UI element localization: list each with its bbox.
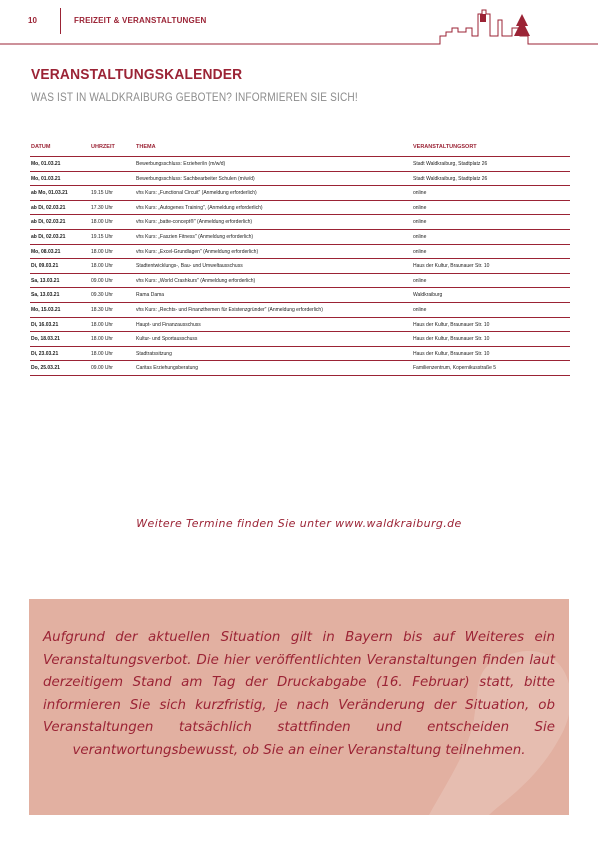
- row-place: online: [413, 219, 427, 226]
- row-date: Mo, 01.03.21: [31, 161, 61, 167]
- row-time: 18.00 Uhr: [91, 248, 113, 255]
- row-place: online: [413, 306, 427, 313]
- notice-box: [29, 599, 569, 815]
- row-date: Mo, 01.03.21: [31, 175, 61, 182]
- row-date: Do, 18.03.21: [31, 336, 60, 343]
- row-topic: vhs Kurs: „Excel-Grundlagen" (Anmeldung erforderlich): [136, 248, 259, 255]
- row-place: Haus der Kultur, Braunauer Str. 10: [413, 336, 490, 343]
- row-time: 18.00 Uhr: [91, 219, 113, 226]
- row-place: Familienzentrum, Kopernikusstraße 5: [413, 365, 497, 372]
- table-header: [30, 142, 570, 157]
- row-place: Stadt Waldkraiburg, Stadtplatz 26: [413, 175, 488, 182]
- page-title: VERANSTALTUNGSKALENDER: [31, 66, 243, 83]
- row-time: 09.00 Uhr: [91, 365, 113, 372]
- row-date: Mo, 08.03.21: [31, 248, 61, 255]
- row-place: online: [413, 277, 427, 284]
- row-topic: Bewerbungsschluss: Sachbearbeiter Schulen (m/w/d): [136, 175, 255, 182]
- column-header-topic: THEMA: [136, 144, 156, 150]
- column-header-place: VERANSTALTUNGSORT: [413, 144, 477, 150]
- table-row: [30, 157, 570, 172]
- row-topic: vhs Kurs: „World Crashkurs" (Anmeldung erforderlich): [136, 277, 256, 284]
- page-header: [0, 0, 598, 48]
- page-number: 10: [28, 16, 37, 25]
- table-row: [30, 274, 570, 289]
- row-date: Di, 16.03.21: [31, 321, 59, 328]
- row-place: Stadt Waldkraiburg, Stadtplatz 26: [413, 161, 488, 167]
- row-topic: Rama Dama: [136, 292, 165, 299]
- row-time: 17.30 Uhr: [91, 204, 113, 211]
- table-row: [30, 172, 570, 187]
- row-date: Di, 23.03.21: [31, 350, 59, 357]
- table-row: [30, 361, 570, 376]
- row-place: online: [413, 204, 427, 211]
- row-date: Di, 09.03.21: [31, 263, 59, 270]
- row-topic: Kultur- und Sportausschuss: [136, 336, 198, 343]
- event-calendar-table: [30, 142, 570, 376]
- row-date: ab Di, 02.03.21: [31, 204, 66, 211]
- table-row: [30, 230, 570, 245]
- table-row: [30, 318, 570, 333]
- section-label: FREIZEIT & VERANSTALTUNGEN: [74, 16, 207, 25]
- row-date: Mo, 15.03.21: [31, 306, 61, 313]
- row-date: ab Di, 02.03.21: [31, 233, 66, 240]
- table-row: [30, 288, 570, 303]
- row-time: 18.00 Uhr: [91, 336, 113, 343]
- row-place: Haus der Kultur, Braunauer Str. 10: [413, 321, 490, 328]
- more-dates-link[interactable]: Weitere Termine finden Sie unter www.waldkraiburg.de: [136, 517, 462, 530]
- row-topic: Bewerbungsschluss: Erzieher/in (m/w/d): [136, 161, 226, 167]
- notice-text: Aufgrund der aktuellen Situation gilt in Bayern bis auf Weiteres ein Veranstaltungsverbot. Die hier veröffentlichten Veranstaltungen finden laut derzeitigem Stand am Tag der Druckabgabe (16. Februar) statt, bitte informieren Sie sich kurzfristig, je nach Veränderung der Situation, ob Veranstaltungen tatsächlich stattfinden und entscheiden Sie verantwortungsbewusst, ob Sie an einer Veranstaltung teilnehmen.: [43, 630, 555, 758]
- table-row: [30, 186, 570, 201]
- row-time: 18.30 Uhr: [91, 306, 113, 313]
- column-header-time: UHRZEIT: [91, 144, 115, 150]
- row-topic: Haupt- und Finanzausschuss: [136, 321, 201, 328]
- row-time: 18.00 Uhr: [91, 263, 113, 270]
- row-place: Haus der Kultur, Braunauer Str. 10: [413, 263, 490, 270]
- row-topic: vhs Kurs: „Faszien Fitness" (Anmeldung erforderlich): [136, 233, 254, 240]
- row-topic: vhs Kurs: „batte-concept®" (Anmeldung erforderlich): [136, 219, 253, 226]
- row-place: online: [413, 233, 427, 240]
- row-time: 18.00 Uhr: [91, 321, 113, 328]
- city-skyline-icon: [0, 0, 598, 48]
- row-date: ab Di, 02.03.21: [31, 219, 66, 226]
- page-subtitle: WAS IST IN WALDKRAIBURG GEBOTEN? INFORMIEREN SIE SICH!: [31, 90, 358, 104]
- row-topic: Caritas Erziehungsberatung: [136, 365, 198, 372]
- row-time: 19.15 Uhr: [91, 190, 113, 197]
- row-time: 18.00 Uhr: [91, 350, 113, 357]
- row-topic: vhs Kurs: „Functional Circuit" (Anmeldung erforderlich): [136, 190, 257, 197]
- row-time: 09.30 Uhr: [91, 292, 113, 299]
- row-topic: vhs Kurs: „Rechts- und Finanzthemen für Existenzgründer" (Anmeldung erforderlich): [136, 306, 323, 313]
- row-date: Sa, 13.03.21: [31, 292, 60, 299]
- row-place: online: [413, 190, 427, 197]
- row-place: Waldkraiburg: [413, 292, 443, 299]
- row-date: Sa, 13.03.21: [31, 277, 60, 284]
- row-time: 19.15 Uhr: [91, 233, 113, 240]
- row-topic: Stadtentwicklungs-, Bau- und Umweltausschuss: [136, 263, 243, 270]
- table-row: [30, 215, 570, 230]
- row-topic: vhs Kurs: „Autogenes Training", (Anmeldung erforderlich): [136, 204, 263, 211]
- row-place: online: [413, 248, 427, 255]
- table-row: [30, 332, 570, 347]
- table-row: [30, 245, 570, 260]
- row-time: 09.00 Uhr: [91, 277, 113, 284]
- table-row: [30, 201, 570, 216]
- row-date: ab Mo, 01.03.21: [31, 190, 68, 197]
- table-row: [30, 303, 570, 318]
- row-date: Do, 25.03.21: [31, 365, 60, 372]
- row-place: Haus der Kultur, Braunauer Str. 10: [413, 350, 490, 357]
- table-row: [30, 259, 570, 274]
- row-topic: Stadtratssitzung: [136, 350, 172, 357]
- table-row: [30, 347, 570, 362]
- column-header-date: DATUM: [31, 144, 51, 150]
